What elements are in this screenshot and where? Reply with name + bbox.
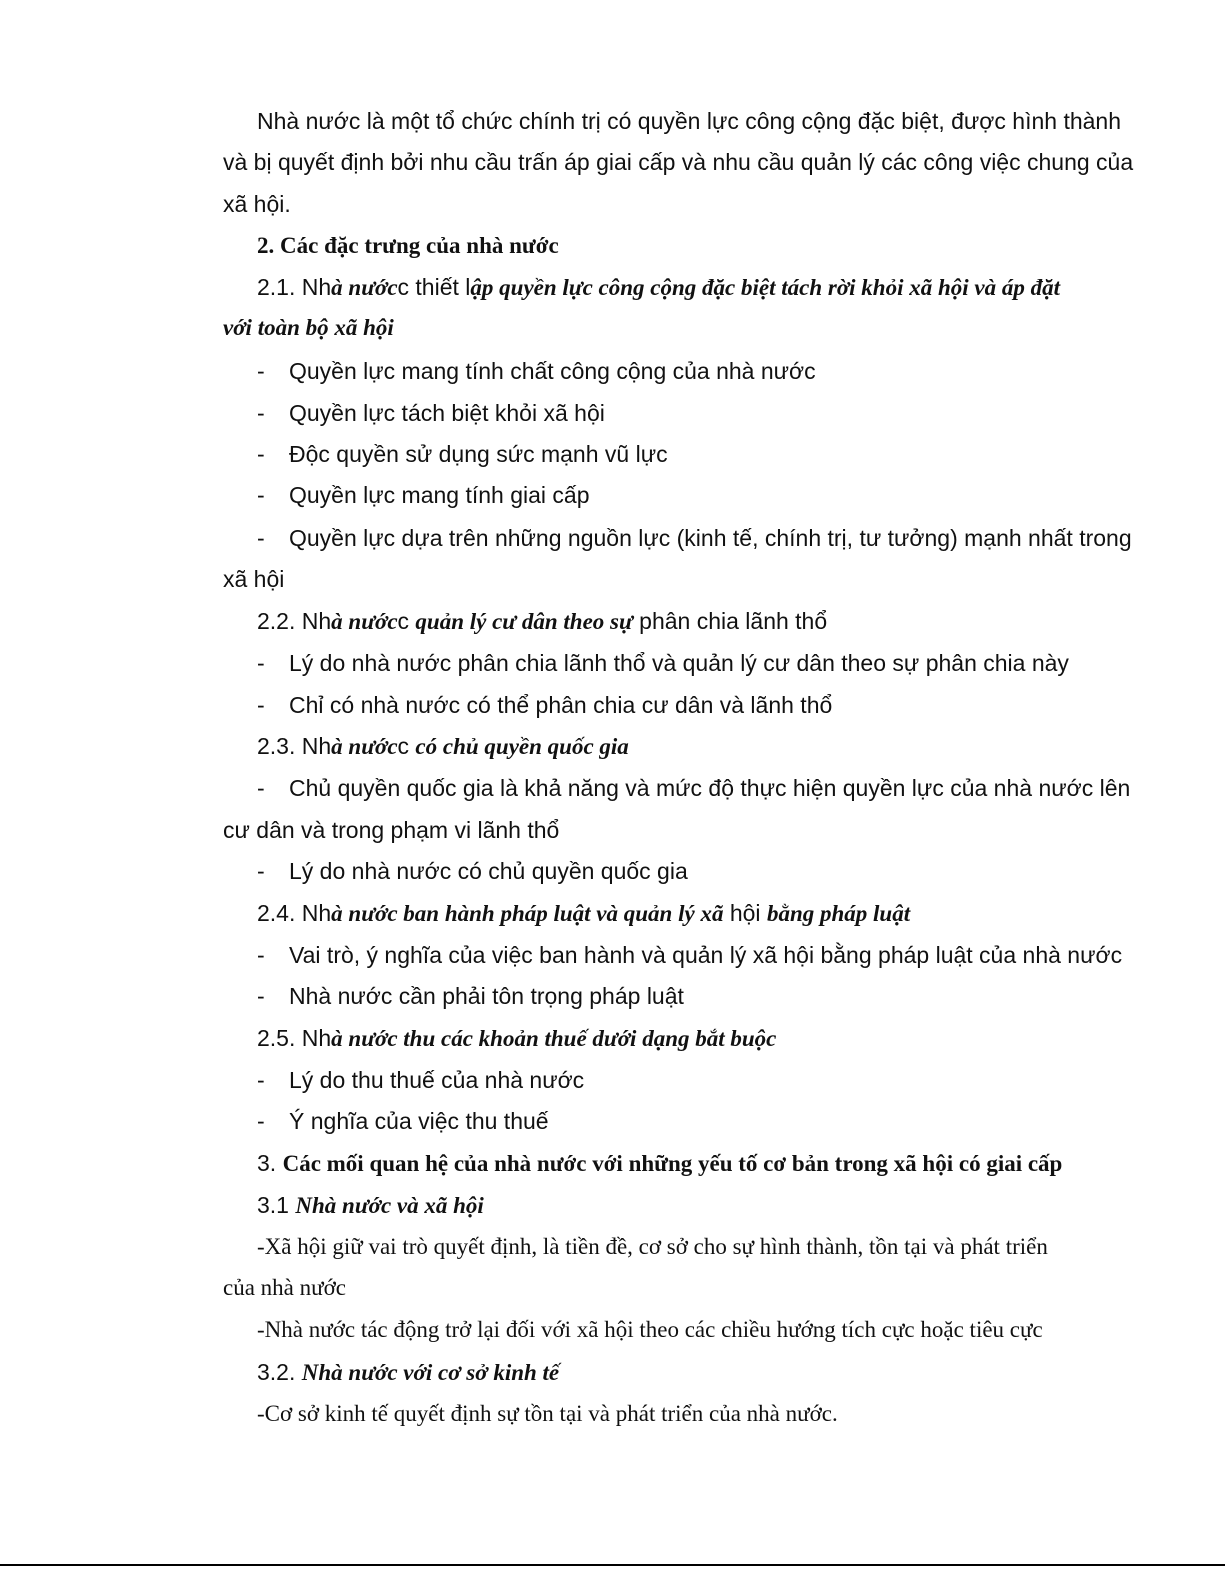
paragraph-line: -Cơ sở kinh tế quyết định sự tồn tại và phát triển của nhà nước.	[257, 1401, 838, 1426]
subsection-2-4-mid: hội	[723, 900, 767, 926]
bullet-item: Lý do nhà nước có chủ quyền quốc gia	[289, 858, 688, 884]
bullet-item: Quyền lực tách biệt khỏi xã hội	[289, 400, 605, 426]
bullet-item: Vai trò, ý nghĩa của việc ban hành và quản lý xã hội bằng pháp luật của nhà nước	[289, 942, 1123, 968]
intro-line-2: và bị quyết định bởi nhu cầu trấn áp giai cấp và nhu cầu quản lý các công việc chung của	[223, 149, 1134, 175]
bullet-dash: -	[257, 692, 265, 718]
bullet-item: Quyền lực mang tính chất công cộng của nhà nước	[289, 358, 816, 384]
bullet-dash: -	[257, 400, 265, 426]
subsection-2-4-title-a: à nước ban hành pháp luật và quản lý xã	[331, 901, 724, 926]
subsection-3-1-heading	[257, 1190, 484, 1221]
subsection-2-1-mid: c thiết l	[397, 274, 471, 300]
bullet-dash: -	[257, 858, 265, 884]
bullet-dash: -	[257, 650, 265, 676]
subsection-2-5-heading	[257, 1023, 776, 1054]
bullet-dash: -	[257, 525, 265, 551]
subsection-2-2-heading	[257, 606, 827, 637]
subsection-3-2-number: 3.2.	[257, 1359, 302, 1385]
page-bottom-rule	[0, 1564, 1225, 1566]
bullet-item: Chỉ có nhà nước có thể phân chia cư dân và lãnh thổ	[289, 692, 833, 718]
subsection-3-2-heading	[257, 1357, 559, 1388]
bullet-dash: -	[257, 482, 265, 508]
bullet-item: Độc quyền sử dụng sức mạnh vũ lực	[289, 441, 668, 467]
subsection-2-2-tail: phân chia lãnh thổ	[632, 608, 828, 634]
subsection-2-5-number: 2.5. Nh	[257, 1025, 332, 1051]
intro-line-3: xã hội.	[223, 191, 291, 217]
subsection-2-2-number: 2.2. Nh	[257, 608, 332, 634]
bullet-item: Quyền lực dựa trên những nguồn lực (kinh tế, chính trị, tư tưởng) mạnh nhất trong	[289, 525, 1132, 551]
intro-line-1: Nhà nước là một tổ chức chính trị có quyền lực công cộng đặc biệt, được hình thành	[257, 108, 1121, 134]
subsection-2-1-heading	[257, 272, 1060, 303]
bullet-dash: -	[257, 1067, 265, 1093]
section-2-heading: 2. Các đặc trưng của nhà nước	[257, 233, 559, 258]
subsection-2-4-title-b: bằng pháp luật	[766, 901, 911, 926]
bullet-item: Nhà nước cần phải tôn trọng pháp luật	[289, 983, 684, 1009]
subsection-2-3-title-a: à nước	[331, 734, 398, 759]
bullet-dash: -	[257, 358, 265, 384]
subsection-2-4-heading	[257, 898, 910, 929]
subsection-2-3-mid: c	[397, 733, 416, 759]
bullet-item: Chủ quyền quốc gia là khả năng và mức độ thực hiện quyền lực của nhà nước lên	[289, 775, 1131, 801]
subsection-2-2-mid: c	[397, 608, 416, 634]
subsection-2-1-number: 2.1. Nh	[257, 274, 332, 300]
bullet-item: Ý nghĩa của việc thu thuế	[289, 1108, 549, 1134]
bullet-dash: -	[257, 983, 265, 1009]
bullet-dash: -	[257, 942, 265, 968]
bullet-dash: -	[257, 441, 265, 467]
bullet-item: Quyền lực mang tính giai cấp	[289, 482, 590, 508]
paragraph-line: -Nhà nước tác động trở lại đối với xã hội theo các chiều hướng tích cực hoặc tiêu cực	[257, 1317, 1043, 1342]
subsection-2-3-number: 2.3. Nh	[257, 733, 332, 759]
bullet-item-cont: xã hội	[223, 566, 285, 592]
subsection-2-1-title-a: à nước	[331, 275, 398, 300]
subsection-2-2-title-a: à nước	[331, 609, 398, 634]
subsection-2-1-title-cont: với toàn bộ xã hội	[223, 315, 394, 340]
bullet-item-cont: cư dân và trong phạm vi lãnh thổ	[223, 817, 560, 843]
subsection-3-1-number: 3.1	[257, 1192, 296, 1218]
subsection-2-2-title-b: quản lý cư dân theo sự	[415, 609, 633, 634]
paragraph-line: -Xã hội giữ vai trò quyết định, là tiền đề, cơ sở cho sự hình thành, tồn tại và phát triển	[257, 1234, 1048, 1259]
section-3-heading	[257, 1148, 1062, 1179]
subsection-2-3-heading	[257, 731, 629, 762]
bullet-item: Lý do nhà nước phân chia lãnh thổ và quản lý cư dân theo sự phân chia này	[289, 650, 1069, 676]
subsection-2-3-title-b: có chủ quyền quốc gia	[415, 734, 629, 759]
subsection-2-5-title: à nước thu các khoản thuế dưới dạng bắt buộc	[331, 1026, 777, 1051]
section-3-number: 3.	[257, 1150, 283, 1176]
section-3-title: Các mối quan hệ của nhà nước với những yếu tố cơ bản trong xã hội có giai cấp	[282, 1151, 1063, 1176]
bullet-item: Lý do thu thuế của nhà nước	[289, 1067, 585, 1093]
bullet-dash: -	[257, 1108, 265, 1134]
subsection-2-4-number: 2.4. Nh	[257, 900, 332, 926]
subsection-3-1-title: Nhà nước và xã hội	[295, 1193, 484, 1218]
subsection-2-1-title-b: ập quyền lực công cộng đặc biệt tách rời khỏi xã hội và áp đặt	[470, 275, 1061, 300]
bullet-dash: -	[257, 775, 265, 801]
subsection-3-2-title: Nhà nước với cơ sở kinh tế	[301, 1360, 560, 1385]
paragraph-line: của nhà nước	[223, 1275, 346, 1300]
